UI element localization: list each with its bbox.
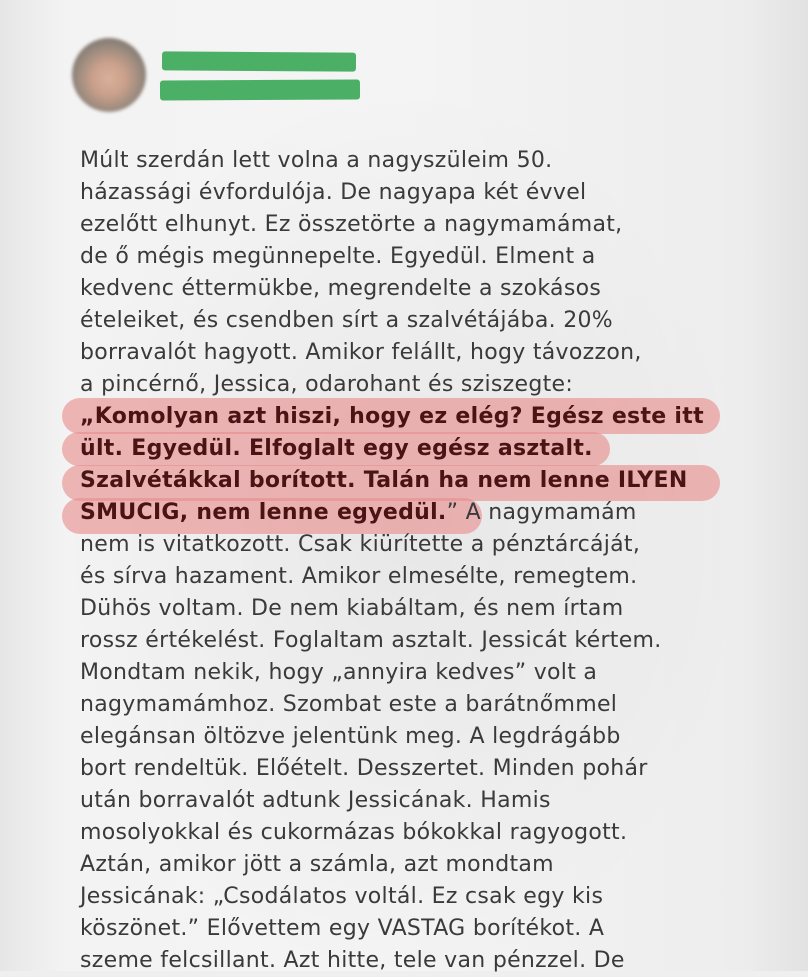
text-segment: borravalót hagyott. Amikor felállt, hogy távozzon, xyxy=(80,340,642,365)
text-line xyxy=(80,913,740,945)
text-segment: mosolyokkal és cukormázas bókokkal ragyogott. xyxy=(80,820,628,845)
text-segment: ezelőtt elhunyt. Ez összetörte a nagymamámat, xyxy=(80,212,623,237)
text-segment: Aztán, amikor jött a számla, azt mondtam xyxy=(80,852,554,877)
redacted-author-handle xyxy=(160,79,360,100)
redacted-author-name xyxy=(162,51,356,71)
text-line xyxy=(80,593,740,625)
text-line xyxy=(80,689,740,721)
text-line xyxy=(80,433,740,465)
text-line xyxy=(80,145,740,177)
highlighted-quote-text: SMUCIG, nem lenne egyedül. xyxy=(80,500,447,525)
text-line xyxy=(80,881,740,913)
highlighted-quote-text: Szalvétákkal borított. Talán ha nem lenne ILYEN xyxy=(80,468,688,493)
text-line xyxy=(80,849,740,881)
avatar xyxy=(72,38,146,112)
post-body-text xyxy=(80,145,740,977)
text-segment: kedvenc éttermükbe, megrendelte a szokásos xyxy=(80,276,602,301)
text-segment: de ő mégis megünnepelte. Egyedül. Elment a xyxy=(80,244,596,269)
text-segment: a pincérnő, Jessica, odarohant és sziszegte: xyxy=(80,372,574,397)
text-line xyxy=(80,625,740,657)
highlighted-quote-text: ült. Egyedül. Elfoglalt egy egész asztalt. xyxy=(80,436,593,461)
text-line xyxy=(80,785,740,817)
text-segment: köszönet.” Elővettem egy VASTAG borítékot. A xyxy=(80,916,605,941)
text-segment: és sírva hazament. Amikor elmesélte, remegtem. xyxy=(80,564,638,589)
text-segment: rossz értékelést. Foglaltam asztalt. Jessicát kértem. xyxy=(80,628,662,653)
highlighted-quote-text: „Komolyan azt hiszi, hogy ez elég? Egész este itt xyxy=(80,404,704,429)
text-segment: Dühös voltam. De nem kiabáltam, és nem írtam xyxy=(80,596,624,621)
text-line xyxy=(80,337,740,369)
text-line xyxy=(80,305,740,337)
text-line xyxy=(80,529,740,561)
text-line xyxy=(80,465,740,497)
text-segment: Múlt szerdán lett volna a nagyszüleim 50. xyxy=(80,148,553,173)
text-line xyxy=(80,209,740,241)
text-line xyxy=(80,561,740,593)
text-segment: elegánsan öltözve jelentünk meg. A legdrágább xyxy=(80,724,621,749)
text-segment: ételeiket, és csendben sírt a szalvétájába. 20% xyxy=(80,308,613,333)
text-segment: Mondtam nekik, hogy „annyira kedves” volt a xyxy=(80,660,598,685)
text-line xyxy=(80,241,740,273)
text-segment: nem is vitatkozott. Csak kiürítette a pénztárcáját, xyxy=(80,532,641,557)
text-line xyxy=(80,369,740,401)
text-line xyxy=(80,273,740,305)
text-segment: után borravalót adtunk Jessicának. Hamis xyxy=(80,788,551,813)
text-segment: szeme felcsillant. Azt hitte, tele van pénzzel. De xyxy=(80,948,625,973)
text-segment: nagymamámhoz. Szombat este a barátnőmmel xyxy=(80,692,618,717)
text-line xyxy=(80,753,740,785)
text-segment: Jessicának: „Csodálatos voltál. Ez csak egy kis xyxy=(80,884,604,909)
text-line xyxy=(80,657,740,689)
text-line xyxy=(80,401,740,433)
text-segment: házassági évfordulója. De nagyapa két évvel xyxy=(80,180,587,205)
text-segment: bort rendeltük. Előételt. Desszertet. Minden pohár xyxy=(80,756,648,781)
text-line xyxy=(80,721,740,753)
text-line xyxy=(80,817,740,849)
text-segment: ” A nagymamám xyxy=(446,500,637,525)
text-line xyxy=(80,497,740,529)
text-line xyxy=(80,945,740,977)
text-line xyxy=(80,177,740,209)
